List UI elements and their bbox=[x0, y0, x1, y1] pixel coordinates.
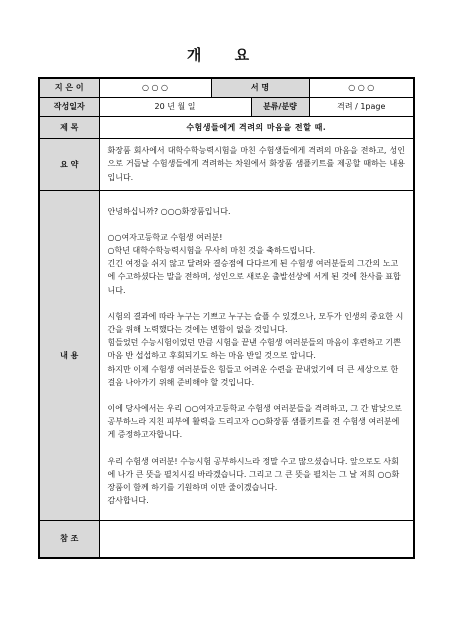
category-label: 분류/분량 bbox=[251, 97, 309, 116]
author-row bbox=[39, 78, 414, 97]
signature-value: ○ ○ ○ bbox=[309, 78, 414, 97]
summary-row bbox=[39, 138, 414, 190]
content-paragraph: 안녕하십니까? ○○○화장품입니다. bbox=[107, 206, 231, 216]
subject-value: 수험생들에게 격려의 마음을 전할 때. bbox=[99, 116, 414, 138]
summary-form bbox=[38, 77, 415, 559]
date-value: 20 년 월 일 bbox=[99, 97, 251, 116]
summary-value: 화장품 회사에서 대학수학능력시험을 마친 수험생들에게 격려의 마음을 전하고, 성인으로 거듭날 수험생들에게 격려하는 차원에서 화장품 샘플키트를 제공할 때하는 내용입니다. bbox=[99, 138, 414, 190]
date-label: 작성일자 bbox=[39, 97, 99, 116]
summary-label: 요 약 bbox=[39, 138, 99, 190]
content-paragraph: 우리 수험생 여러분! 수능시험 공부하시느라 정말 수고 많으셨습니다. 앞으로도 사회에 나가 큰 뜻을 펼치시길 바라겠습니다. 그리고 그 큰 뜻을 펼치는 그 날 저희 ○○화장품이 함께 하기를 기원하며 이만 줄이겠습니다. 감사합니다. bbox=[107, 456, 400, 506]
content-label: 내 용 bbox=[39, 190, 99, 520]
document-title: 개 요 bbox=[186, 46, 264, 64]
subject-label: 제 목 bbox=[39, 116, 99, 138]
category-value: 격려 / 1page bbox=[309, 97, 414, 116]
content-paragraph: 시험의 결과에 따라 누구는 기쁘고 누구는 슬플 수 있겠으나, 모두가 인생의 중요한 시간을 위해 노력했다는 것에는 변함이 없을 것입니다. 힘들었던 수능시험이었던 만큼 시험을 끝낸 수험생 여러분들의 마음이 후련하고 기쁜 마음 반 섭섭하고 후회되기도 하는 마음 반일 것으로 압니다. 하지만 이제 수험생 여러분들은 힘들고 어려운 수련을 끝내었기에 더 큰 세상으로 한 걸음 나아가기 위해 준비해야 할 것입니다. bbox=[107, 311, 404, 387]
content-paragraph: 이에 당사에서는 우리 ○○여자고등학교 수험생 여러분들을 격려하고, 그 간 밤낮으로 공부하느라 지친 피부에 활력을 드리고자 ○○화장품 샘플키트를 전 수험생 여러분에게 증정하고자합니다. bbox=[107, 403, 402, 440]
reference-value bbox=[99, 520, 414, 558]
content-body bbox=[99, 190, 414, 520]
reference-label: 참 조 bbox=[39, 520, 99, 558]
subject-row bbox=[39, 116, 414, 138]
author-value: ○ ○ ○ bbox=[99, 78, 211, 97]
signature-label: 서 명 bbox=[211, 78, 309, 97]
content-row bbox=[39, 190, 414, 520]
reference-row bbox=[39, 520, 414, 558]
content-paragraph: ○○여자고등학교 수험생 여러분! ○학년 대학수학능력시험을 무사히 마친 것을 축하드립니다. 긴긴 여정을 쉬지 않고 달려와 결승점에 다다르게 된 수험생 여러분들의 그간의 노고에 수고하셨다는 말을 전하며, 성인으로 새로운 출발선상에 서게 된 것에 찬사를 표합니다. bbox=[107, 232, 401, 295]
date-row bbox=[39, 97, 414, 116]
author-label: 지 은 이 bbox=[39, 78, 99, 97]
